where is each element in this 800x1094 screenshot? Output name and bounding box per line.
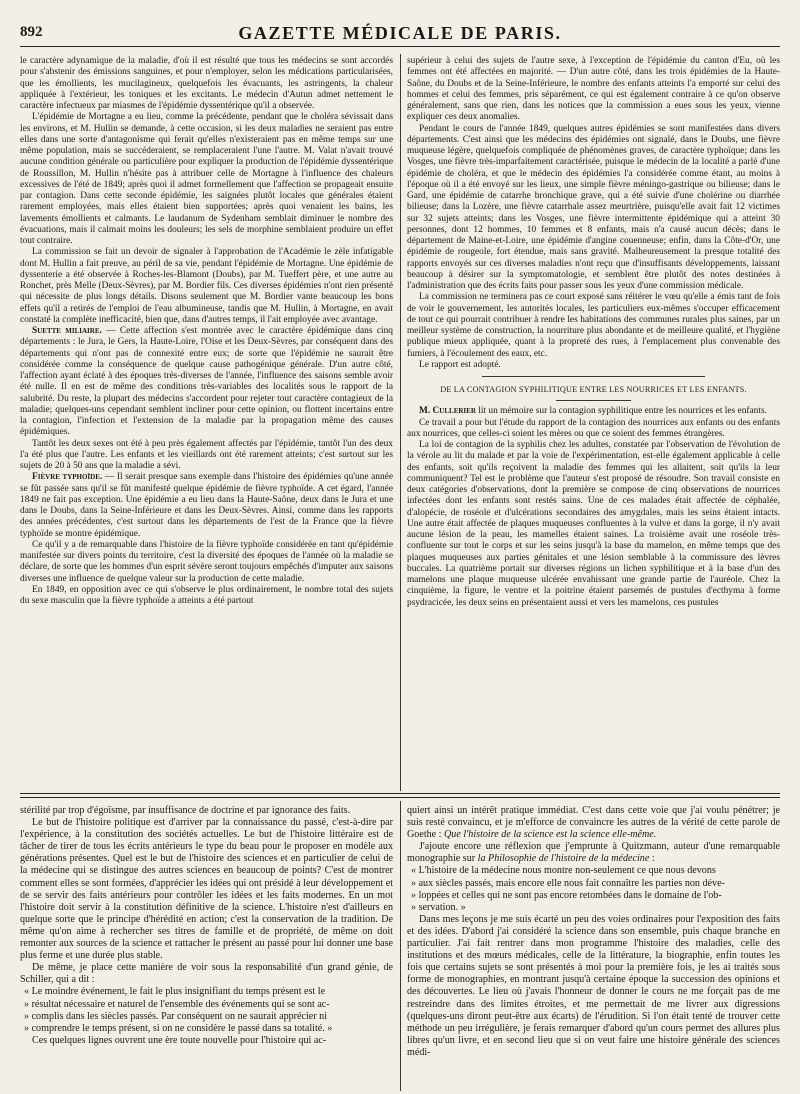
section-rule xyxy=(20,793,780,794)
top-right-column xyxy=(407,56,780,790)
paragraph xyxy=(407,406,780,417)
paragraph: De même, je place cette manière de voir sous la responsabilité d'un grand génie, de Schiller, qui a dit : xyxy=(20,962,393,986)
top-left-column xyxy=(20,56,393,790)
journal-title: GAZETTE MÉDICALE DE PARIS. xyxy=(238,23,562,43)
paragraph: L'épidémie de Mortagne a eu lieu, comme la précédente, pendant que le choléra sévissait dans les environs, et M. Hullin se demande, à cette occasion, si les deux maladies ne seraient pas entre elles dans une sorte d'antagonisme qui ferait qu'elles n'existeraient pas en même temps sur une même population, mais se succéderaient, se remplaceraient l'une l'autre. M. Valat n'avait trouvé aucune condition générale ou particulière pour expliquer la production de l'épidémie dyssentérique de Roussillon, M. Hullin n'hésite pas à attribuer celle de Mortagne à l'influence des chaleurs excessives de l'été de 1849; après quoi il admet formellement que l'affection se propageait ensuite par contagion. Dans cette seconde épidémie, les saignées plutôt locales que générales étaient rarement employées, mais elles étaient bien supportées; après quoi venaient les bains, les lavements émollients et calmants. Le laudanum de Sydenham semblait diminuer le nombre des évacuations, mais il calmait moins les douleurs; les sels de morphine semblaient produire un effet tout contraire. xyxy=(20,112,393,246)
paragraph-text: J'ajoute encore une réflexion que j'emprunte à Quitzmann, auteur d'une remarquable monographie sur xyxy=(407,841,780,865)
quote-line: » servation. » xyxy=(411,901,466,913)
quote-line: » loppées et celles qui ne sont pas encore retombées dans le domaine de l'ob- xyxy=(411,889,722,901)
paragraph: Ce travail a pour but l'étude du rapport de la contagion des nourrices aux enfants ou des enfants aux nourrices, que celles-ci soient les mères ou que ce soient des femmes étrangères. xyxy=(407,417,780,439)
bottom-left-column xyxy=(20,805,393,1091)
section-rule xyxy=(20,797,780,798)
paragraph: Tantôt les deux sexes ont été à peu près également affectés par l'épidémie, tantôt l'un des deux l'a été plus que l'autre. Les enfants et les vieillards ont été rarement atteints; c'est surtout sur les sujets de 20 à 50 ans que la maladie a sévi. xyxy=(20,438,393,471)
paragraph-text: — Il serait presque sans exemple dans l'histoire des épidémies qu'une année se fût passée sans qu'il se fût manifesté quelque épidémie de fièvre typhoïde. A cet égard, l'année 1849 ne fait pas exception. Une épidémie a eu lieu dans la Haute-Saône, deux dans le Jura et une dans le Doubs, dans la Seine-Inférieure et dans les Deux-Sèvres. Ainsi, comme dans les rapports des années précédentes, c'est surtout dans les départements de l'est de la France que la fièvre typhoïde se montre épidémique. xyxy=(20,472,393,539)
paragraph: Le but de l'histoire politique est d'arriver par la connaissance du passé, c'est-à-dire par l'expérience, à la constitution des sociétés actuelles. Le but de l'histoire littéraire est de tâcher de tirer de tous les écrits antérieurs le type du beau pour le proposer en modèle aux générations présentes. Quel est le but de l'histoire des sciences et en particulier de celui de la médecine qui se distingue des autres sciences en beaucoup de points? C'est de montrer comment elles se sont formées, d'apprécier les idées qui ont présidé à leur développement et de se servir des faits antérieurs pour contrôler les idées et les faits modernes. En un mot l'histoire doit servir à la constitution définitive de la science. L'histoire n'est d'ailleurs en quelque sorte que le principe d'hérédité en action; c'est la conservation de la tradition. De même qu'on aime à rechercher ses titres de famille et de propriété, de même on doit remonter aux sources de la science et rattacher le présent au passé pour lui donner une base plus ferme et une durée plus stable. xyxy=(20,817,393,962)
paragraph: Pendant le cours de l'année 1849, quelques autres épidémies se sont manifestées dans divers départements. C'est ainsi que les médecins des épidémies ont signalé, dans le Doubs, une fièvre muqueuse légère, quelquefois compliquée de phénomènes graves, de caractère typhoïque; dans les Vosges, une fièvre très-imparfaitement caractérisée, puisque le médecin de la localité a parlé d'une épidémie de choléra, et que le médecin des épidémies l'a considérée comme étant, au moins à l'époque où il a été envoyé sur les lieux, une simple fièvre méningo-gastrique ou bilieuse; dans le Gard, une épidémie de catarrhe bronchique grave, qui a été suivie d'une cholérine ou diarrhée bilieuse; dans la Lozère, une fièvre catarrhale assez meurtrière, puisqu'elle avait fait 12 victimes sur 32 sujets atteints; dans les Vosges, une fièvre intermittente épidémique qui a atteint 30 personnes, dont 12 hommes, 10 femmes et 8 enfants, mais n'a causé aucun décès; dans le département de Maine-et-Loire, une épidémie d'angine couenneuse; enfin, dans la Côte-d'Or, une épidémie de rougeole, fort étendue, mais sans gravité. Malheureusement la presque totalité des rapports envoyés sur ces diverses maladies n'ont reçu que d'insuffisants développements, laissant beaucoup à désirer sur la symptomatologie, et semblent être plutôt des notes destinées à l'administration que des écrits faits pour passer sous les yeux d'une commission médicale. xyxy=(407,123,780,291)
paragraph-text: quiert ainsi un intérêt pratique immédiat. C'est dans cette voie que j'ai voulu pénétrer; je suis resté convaincu, et je m'efforce de convaincre les autres de la vérité de cette parole de Goethe : xyxy=(407,805,780,841)
paragraph-text: lit un mémoire sur la contagion syphilitique entre les nourrices et les enfants. xyxy=(475,406,767,417)
bottom-right-column xyxy=(407,805,780,1091)
page-header xyxy=(20,22,780,47)
paragraph: La commission se fait un devoir de signaler à l'approbation de l'Académie le zèle infatigable dont M. Hullin a fait preuve, au péril de sa vie, pendant l'épidémie de Mortagne. Une épidémie de dyssenterie a été observée à Roches-les-Blamont (Doubs), par M. Tueffert père, et une autre au Ronchet, près Melle (Deux-Sèvres), par M. Bordier fils. Ces diverses épidémies n'ont rien présenté qui nécessite de plus longs détails. Disons seulement que M. Bordier vante beaucoup les bons effets qu'il a retirés de l'emploi de l'eau albumineuse, tandis que M. Hullin, à Mortagne, en avait constaté la complète inefficacité, bien que, dans d'autres temps, il l'ait employée avec avantage. xyxy=(20,247,393,325)
paragraph: La loi de contagion de la syphilis chez les adultes, constatée par l'observation de l'évolution de la vérole au lit du malade et par la voie de l'expérimentation, est-elle également applicable à celle des enfants, soit qu'ils reçoivent la maladie des femmes qui les allaitent, soit qu'ils la leur communiquent? Tel est le problème que l'auteur s'est proposé de résoudre. Son travail consiste en deux catégories d'observations, dont la première se compose de cinq observations de nourrices infectées dont les enfants sont restés sains. Une de ces malades était affectée de céphalée, d'alopécie, de roséole et d'ulcérations secondaires des amygdales, mais les seins étaient intacts. Une autre était affectée de plaques muqueuses confluentes à la vulve et dans la gorge, il n'y avait aucune lésion de la peau, les mamelles étaient saines. La troisième avait une roséole très-confluente sur tout le corps et sur les seins jusqu'à la base du mamelon, en même temps que des plaques muqueuses aux parties génitales et une lésion semblable à la commissure des lèvres buccales. La quatrième portait sur diverses régions un lichen syphilitique et à la base d'un des mamelons une plaque muqueuse ulcérée envahissant une grande partie de l'auréole. Chez la cinquième, la figure, le ventre et la poitrine étaient parsemés de pustules d'ecthyma à forme psydracicée, les deux seins en présentaient aussi et vers les mamelons, ces pustules xyxy=(407,440,780,608)
paragraph xyxy=(20,472,393,540)
section-heading: DE LA CONTAGION SYPHILITIQUE ENTRE LES NOURRICES ET LES ENFANTS. xyxy=(440,385,747,394)
paragraph xyxy=(407,805,780,841)
quote-line: » comprendre le temps présent, si on ne considère le passé dans sa totalité. » xyxy=(24,1022,333,1034)
book-title: la Philosophie de l'histoire de la médecine xyxy=(477,853,650,865)
column-divider xyxy=(400,801,401,1091)
section-divider xyxy=(482,376,706,377)
paragraph: le caractère adynamique de la maladie, d'où il est résulté que tous les médecins se sont accordés pour s'abstenir des émissions sanguines, et pour n'employer, selon les médications particularisées, que les émollients, les mucilagineux, quelquefois les évacuants, les astringents, la chaleur appliquée à l'extérieur, les toniques et les excitants. Le médecin d'Autun admet nettement le caractère infectueux par miasmes de l'épidémie dyssentérique qu'il a observée. xyxy=(20,56,393,111)
paragraph xyxy=(20,326,393,439)
quote-line: « Le moindre événement, le fait le plus insignifiant du temps présent est le xyxy=(24,986,326,998)
column-divider xyxy=(400,54,401,791)
section-label-fievre: Fièvre typhoïde. xyxy=(32,472,103,483)
paragraph: Le rapport est adopté. xyxy=(419,359,501,370)
paragraph-text: — Cette affection s'est montrée avec le caractère épidémique dans cinq départements : le Jura, le Gers, la Haute-Loire, l'Oise et les Deux-Sèvres, par conséquent dans des départements qui n'ont pas de connexité entre eux; de sorte que l'épidémie ne saurait être considérée comme la conséquence de quelque cause pathogénique générale. D'un autre côté, l'affection ayant éclaté à des époques très-diverses de l'année, l'influence des saisons semble avoir été nulle. Il en est de même des conditions très-variables des localités sous le rapport de la salubrité. Du reste, la plupart des médecins s'accordent pour rejeter tout caractère contagieux de la maladie; quelques-uns cependant semblent incliner pour cette opinion, ou flottent incertains entre la contagion, l'infection et l'extension de la maladie par la propagation même des causes épidémiques. xyxy=(20,326,393,438)
section-divider xyxy=(556,400,631,401)
goethe-quote: Que l'histoire de la science est la science elle-même. xyxy=(444,829,657,841)
quote-line: » complis dans les siècles passés. Par conséquent on ne saurait apprécier ni xyxy=(24,1010,328,1022)
paragraph: supérieur à celui des sujets de l'autre sexe, à l'exception de l'épidémie du canton d'Eu, où les femmes ont été affectées en majorité. — D'un autre côté, dans les trois épidémies de la Haute-Saône, du Doubs et de la Seine-Inférieure, le nombre des enfants atteints l'a emporté sur celui des hommes et celui des femmes, pris séparément, ce qui est également contraire à ce qu'on observe généralement, sans que rien, dans les notices que la commission a eues sous les yeux, vienne expliquer ces deux anomalies. xyxy=(407,56,780,123)
paragraph: Ce qu'il y a de remarquable dans l'histoire de la fièvre typhoïde considérée en tant qu'épidémie manifestée sur divers points du territoire, c'est la diversité des époques de l'année où la maladie se déclare, de sorte que les hommes d'un esprit sévère seront toujours empêchés d'imputer aux saisons diverses une influence de quelque valeur sur la production de cette maladie. xyxy=(20,539,393,584)
paragraph-text: : xyxy=(649,853,655,865)
paragraph xyxy=(407,841,780,865)
paragraph: La commission ne terminera pas ce court exposé sans réitérer le vœu qu'elle a émis tant de fois de voir le gouvernement, les autorités locales, les particuliers eux-mêmes s'occuper efficacement de tout ce qui pourrait contribuer à rendre les habitations des communes rurales plus saines, par un meilleur système de construction, la nourriture plus abondante et de meilleure qualité, et l'hygiène publique mieux appliquée, quant à la propreté des rues, à l'emplacement plus convenable des fumiers, à l'écoulement des eaux, etc. xyxy=(407,292,780,359)
quote-line: » résultat nécessaire et naturel de l'ensemble des événements qui se sont ac- xyxy=(24,998,330,1010)
paragraph: Ces quelques lignes ouvrent une ère toute nouvelle pour l'histoire qui ac- xyxy=(32,1034,327,1046)
page-number: 892 xyxy=(20,24,43,40)
quote-line: « L'histoire de la médecine nous montre non-seulement ce que nous devons xyxy=(411,865,716,877)
quote-line: » aux siècles passés, mais encore elle nous fait connaître les parties non déve- xyxy=(411,877,725,889)
section-label-suette: Suette miliaire. xyxy=(32,326,102,336)
paragraph: Dans mes leçons je me suis écarté un peu des voies ordinaires pour l'exposition des faits et des idées. D'abord j'ai considéré la science dans son ensemble, puis chaque branche en particulier. J'ai fait rentrer dans mon programme l'histoire des maladies, celle des institutions et des mœurs médicales, celle de la littérature, la biographie, enfin toutes les fois que certains sujets se sont présentés à moi pour la première fois, je les ai traités sous forme de monographies, en montrant jusqu'à certaine époque la succession des opinions et des découvertes. Le lieu où j'avais l'honneur de donner le cours ne me forçait pas de me restreindre dans des limites étroites, et me permettait de me livrer aux digressions (quelques-uns diront peut-être aux écarts) de l'érudition. Si l'on était tenté de trouver cette méthode un peu irrégulière, je ferais remarquer d'abord qu'un cours permet des allures plus libres qu'un livre, et en second lieu que si on veut faire une histoire générale des sciences médi- xyxy=(407,913,780,1058)
author-name: M. Cullerier xyxy=(419,406,476,417)
paragraph: stérilité par trop d'égoïsme, par insuffisance de doctrine et par ignorance des faits. xyxy=(20,805,351,816)
paragraph: En 1849, en opposition avec ce qui s'observe le plus ordinairement, le nombre total des sujets du sexe masculin que la fièvre typhoïde a atteints a été partout xyxy=(20,584,393,606)
